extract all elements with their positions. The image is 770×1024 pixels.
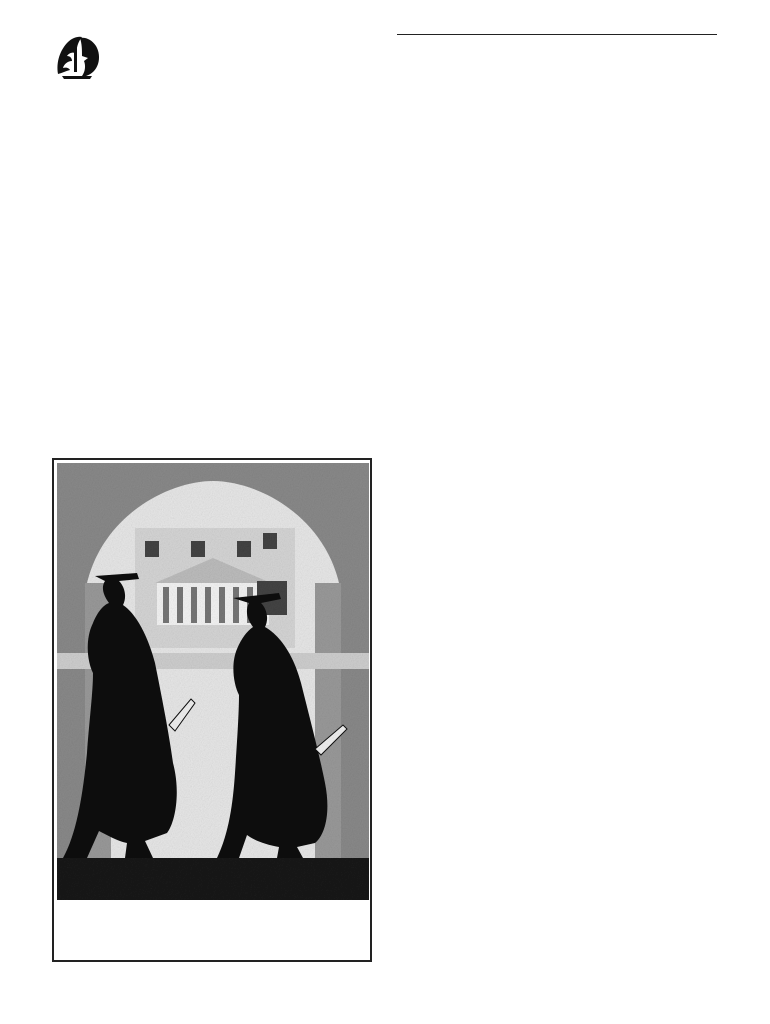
contents-heading	[397, 35, 717, 71]
cover-illustration-box	[52, 458, 372, 962]
irs-eagle-logo-icon	[52, 34, 102, 80]
table-of-contents	[397, 34, 717, 71]
graduates-illustration	[57, 463, 369, 900]
agency-block	[52, 32, 302, 82]
